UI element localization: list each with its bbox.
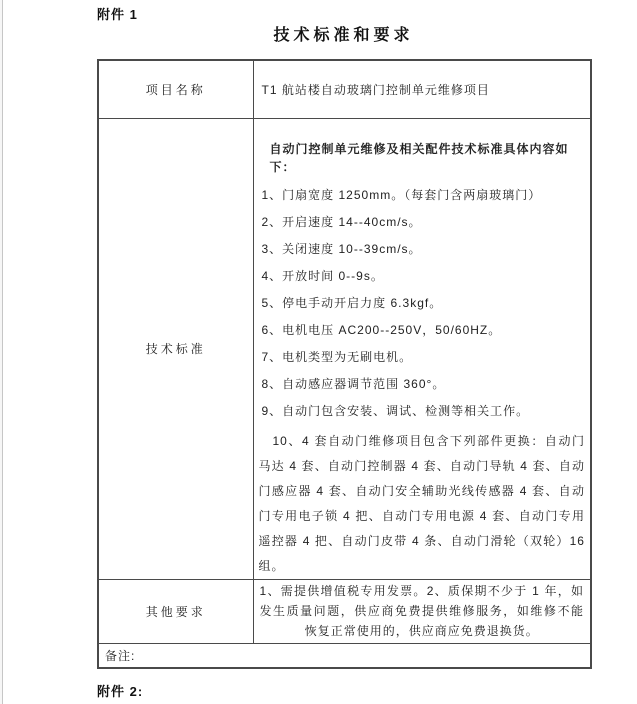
table-row-tech-standard — [98, 118, 591, 579]
project-name-value: T1 航站楼自动玻璃门控制单元维修项目 — [253, 60, 591, 118]
spec-table — [97, 59, 592, 669]
attachment-2-label: 附件 2: — [97, 684, 144, 699]
tech-item-6: 6、电机电压 AC200--250V，50/60HZ。 — [261, 322, 502, 337]
tech-item-3: 3、关闭速度 10--39cm/s。 — [261, 241, 422, 256]
project-name-label: 项目名称 — [98, 60, 253, 118]
table-row-project — [98, 60, 591, 118]
document-title: 技术标准和要求 — [273, 27, 414, 44]
tech-item-8: 8、自动感应器调节范围 360°。 — [261, 376, 446, 391]
attachment-1-label: 附件 1 — [97, 7, 138, 22]
tech-item-1: 1、门扇宽度 1250mm。（每套门含两扇玻璃门） — [261, 187, 542, 202]
tech-item-7: 7、电机类型为无刷电机。 — [261, 349, 413, 364]
other-requirements-value: 1、需提供增值税专用发票。2、质保期不少于 1 年，如发生质量问题，供应商免费提供维修服务，如维修不能恢复正常使用的，供应商应免费退换货。 — [253, 579, 591, 643]
tech-item-4: 4、开放时间 0--9s。 — [261, 268, 384, 283]
tech-item-9: 9、自动门包含安装、调试、检测等相关工作。 — [261, 403, 530, 418]
tech-standard-content — [253, 118, 591, 579]
tech-item-10-paragraph: 10、4 套自动门维修项目包含下列部件更换：自动门马达 4 套、自动门控制器 4 套、自动门导轨 4 套、自动门感应器 4 套、自动门安全辅助光线传感器 4 套、自动门专用电子锁 4 把、自动门专用电源 4 套、自动门专用遥控器 4 把、自动门皮带 4 条、自动门滑轮（双轮）16 组。 — [258, 433, 585, 573]
tech-standard-heading: 自动门控制单元维修及相关配件技术标准具体内容如下： — [269, 141, 569, 174]
other-requirements-label: 其他要求 — [98, 579, 253, 643]
remark-label: 备注: — [98, 643, 591, 668]
tech-item-2: 2、开启速度 14--40cm/s。 — [261, 214, 422, 229]
page-left-edge — [0, 0, 3, 704]
table-row-remark — [98, 643, 591, 668]
tech-item-5: 5、停电手动开启力度 6.3kgf。 — [261, 295, 443, 310]
tech-standard-label: 技术标准 — [98, 118, 253, 579]
table-row-other-requirements — [98, 579, 591, 643]
